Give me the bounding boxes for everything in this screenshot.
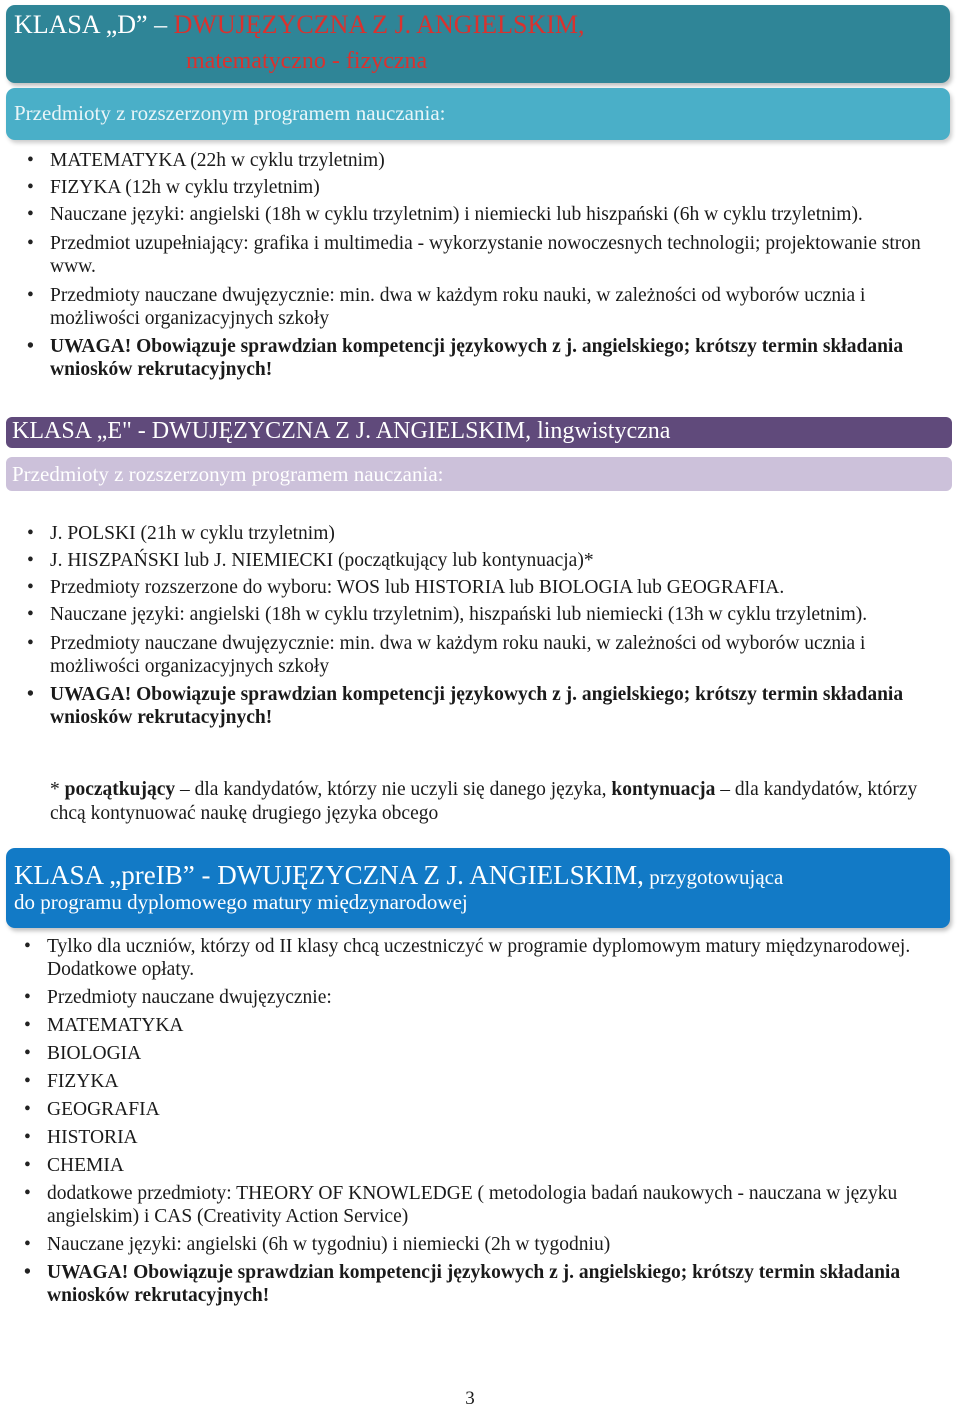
list-item: • FIZYKA (12h w cyklu trzyletnim)	[24, 176, 934, 199]
section1-title	[14, 10, 585, 40]
footnote-star: *	[50, 779, 65, 800]
section3-title	[14, 860, 783, 891]
list-item: • CHEMIA	[21, 1154, 946, 1177]
footnote-text-continuation: – dla kandydatów, którzy chcą kontynuować naukę drugiego języka obcego	[50, 779, 918, 824]
list-item: • Tylko dla uczniów, którzy od II klasy chcą uczestniczyć w programie dyplomowym matury międzynarodowej. Dodatkowe opłaty.	[21, 935, 946, 981]
list-item: • MATEMATYKA	[21, 1014, 946, 1037]
list-item: • MATEMATYKA (22h w cyklu trzyletnim)	[24, 149, 934, 172]
list-item: • Nauczane języki: angielski (18h w cyklu trzyletnim) i niemiecki lub hiszpański (6h w cyklu trzyletnim).	[24, 203, 934, 226]
warning-item: • UWAGA! Obowiązuje sprawdzian kompetencji językowych z j. angielskiego; krótszy termin składania wniosków rekrutacyjnych!	[21, 1261, 946, 1307]
list-item: • dodatkowe przedmioty: THEORY OF KNOWLEDGE ( metodologia badań naukowych - nauczana w języku angielskim) i CAS (Creativity Action Service)	[21, 1182, 946, 1228]
footnote-term-continuation: kontynuacja	[611, 779, 716, 800]
list-item: • Nauczane języki: angielski (6h w tygodniu) i niemiecki (2h w tygodniu)	[21, 1233, 946, 1256]
section1-list	[24, 149, 934, 381]
list-item: • BIOLOGIA	[21, 1042, 946, 1065]
list-item: • Przedmioty rozszerzone do wyboru: WOS lub HISTORIA lub BIOLOGIA lub GEOGRAFIA.	[24, 576, 934, 599]
section2-title: KLASA „E" - DWUJĘZYCZNA Z J. ANGIELSKIM, lingwistyczna	[12, 418, 671, 444]
section1-title-class: KLASA „D” –	[14, 10, 174, 39]
list-item: • J. HISZPAŃSKI lub J. NIEMIECKI (początkujący lub kontynuacja)*	[24, 549, 934, 572]
section1-title-profile: matematyczno - fizyczna	[186, 48, 428, 74]
section1-title-bilingual: DWUJĘZYCZNA Z J. ANGIELSKIM,	[173, 10, 585, 39]
section2-list	[24, 522, 934, 729]
language-level-footnote	[50, 778, 930, 826]
section1-subtitle: Przedmioty z rozszerzonym programem nauczania:	[14, 101, 446, 125]
list-item: • Przedmioty nauczane dwujęzycznie: min. dwa w każdym roku nauki, w zależności od wyborów ucznia i możliwości organizacyjnych szkoły	[24, 632, 934, 678]
section2-subtitle: Przedmioty z rozszerzonym programem nauczania:	[12, 462, 444, 486]
footnote-term-beginner: początkujący	[64, 779, 176, 800]
section3-list	[21, 935, 946, 1307]
section3-title-line2: do programu dyplomowego matury międzynarodowej	[14, 890, 468, 914]
section3-title-main: KLASA „preIB” - DWUJĘZYCZNA Z J. ANGIELSKIM,	[14, 860, 644, 890]
warning-item: • UWAGA! Obowiązuje sprawdzian kompetencji językowych z j. angielskiego; krótszy termin składania wniosków rekrutacyjnych!	[24, 335, 934, 381]
page-number: 3	[465, 1388, 475, 1409]
list-item: • GEOGRAFIA	[21, 1098, 946, 1121]
list-item: • FIZYKA	[21, 1070, 946, 1093]
list-item: • J. POLSKI (21h w cyklu trzyletnim)	[24, 522, 934, 545]
list-item: • Przedmiot uzupełniający: grafika i multimedia - wykorzystanie nowoczesnych technologii; projektowanie stron www.	[24, 232, 934, 278]
list-item: • Przedmioty nauczane dwujęzycznie: min. dwa w każdym roku nauki, w zależności od wyborów ucznia i możliwości organizacyjnych szkoły	[24, 284, 934, 330]
list-item: • Nauczane języki: angielski (18h w cyklu trzyletnim), hiszpański lub niemiecki (13h w cyklu trzyletnim).	[24, 603, 934, 626]
footnote-text-beginner: – dla kandydatów, którzy nie uczyli się danego języka,	[175, 779, 612, 800]
section3-title-suffix: przygotowująca	[643, 865, 784, 889]
warning-item: • UWAGA! Obowiązuje sprawdzian kompetencji językowych z j. angielskiego; krótszy termin składania wniosków rekrutacyjnych!	[24, 683, 934, 729]
list-item: • HISTORIA	[21, 1126, 946, 1149]
list-item: • Przedmioty nauczane dwujęzycznie:	[21, 986, 946, 1009]
